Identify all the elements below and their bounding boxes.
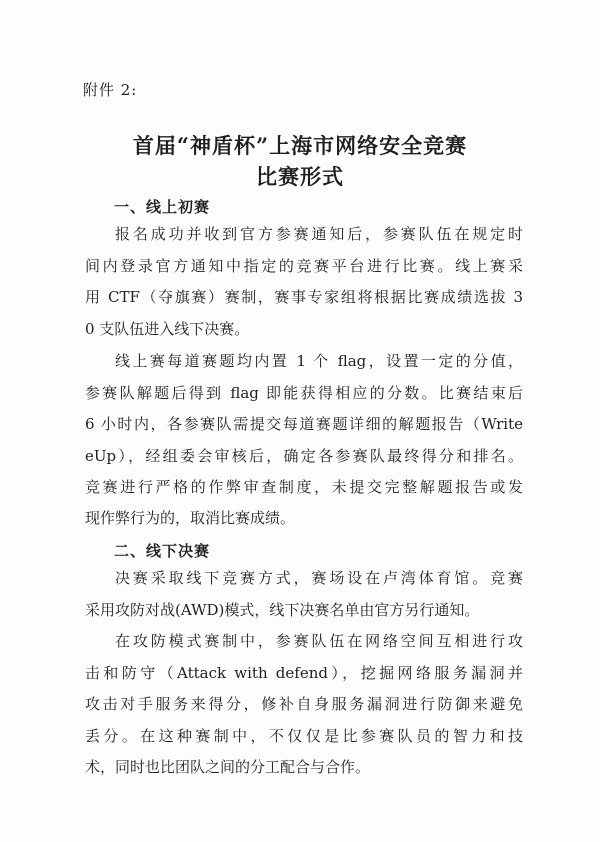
paragraph-line: 用 CTF（夺旗赛）赛制，赛事专家组将根据比赛成绩选拔 3 xyxy=(85,288,523,306)
paragraph-line: 在攻防模式赛制中，参赛队伍在网络空间互相进行攻 xyxy=(115,632,523,650)
section-heading-online: 一、线上初赛 xyxy=(114,198,211,216)
paragraph-line: 线上赛每道赛题均内置 1 个 flag，设置一定的分值， xyxy=(115,352,523,370)
section-heading-offline: 二、线下决赛 xyxy=(114,542,211,560)
paragraph-line: 采用攻防对战(AWD)模式，线下决赛名单由官方另行通知。 xyxy=(85,601,480,619)
paragraph-line: 攻击对手服务来得分，修补自身服务漏洞进行防御来避免 xyxy=(85,695,523,713)
paragraph-line: eUp），经组委会审核后，确定各参赛队最终得分和排名。 xyxy=(85,447,523,465)
attachment-label: 附件 2: xyxy=(83,81,138,99)
paragraph-line: 参赛队解题后得到 flag 即能获得相应的分数。比赛结束后 xyxy=(85,384,523,402)
document-title: 首届“神盾杯”上海市网络安全竞赛 xyxy=(132,133,468,158)
paragraph-line: 6 小时内，各参赛队需提交每道赛题详细的解题报告（Write xyxy=(85,415,523,433)
paragraph-line: 击和防守（Attack with defend），挖掘网络服务漏洞并 xyxy=(85,664,523,682)
paragraph-line: 间内登录官方通知中指定的竞赛平台进行比赛。线上赛采 xyxy=(85,257,523,275)
document-subtitle: 比赛形式 xyxy=(256,164,344,189)
paragraph-line: 丢分。在这种赛制中，不仅仅是比参赛队员的智力和技 xyxy=(85,727,523,745)
paragraph-line: 术，同时也比团队之间的分工配合与合作。 xyxy=(85,758,371,776)
paragraph-line: 报名成功并收到官方参赛通知后，参赛队伍在规定时 xyxy=(115,225,523,243)
paragraph-line: 竞赛进行严格的作弊审查制度，未提交完整解题报告或发 xyxy=(85,478,523,496)
paragraph-line: 现作弊行为的，取消比赛成绩。 xyxy=(85,509,296,527)
paragraph-line: 0 支队伍进入线下决赛。 xyxy=(85,320,250,338)
paragraph-line: 决赛采取线下竞赛方式，赛场设在卢湾体育馆。竞赛 xyxy=(115,569,523,587)
